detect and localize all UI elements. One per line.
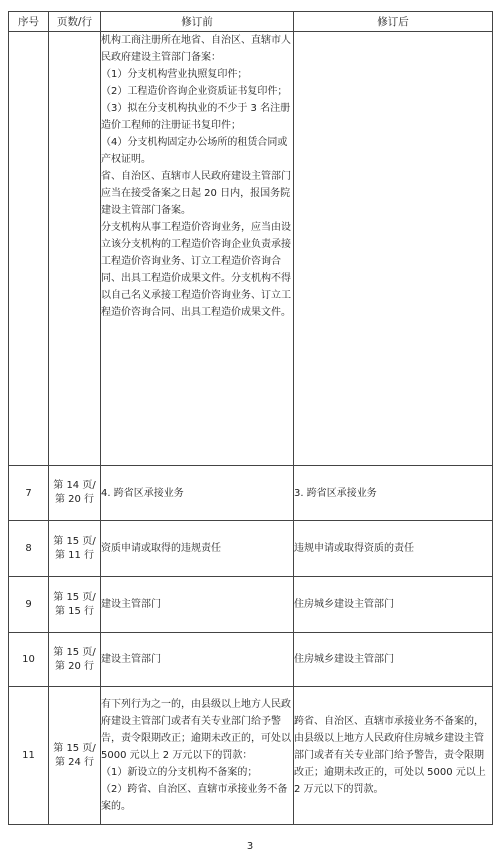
before-paragraph: 分支机构从事工程造价咨询业务，应当由设立该分支机构的工程造价咨询企业负责承接工程造价咨询业务、订立工程造价咨询合同、出具工程造价成果文件。分支机构不得以自己名义承接工程造价咨询业务、订立工程造价咨询合同、出具工程造价成果文件。 (101, 222, 291, 318)
table-row (9, 466, 493, 521)
before-paragraph: （1）分支机构营业执照复印件； (101, 69, 248, 80)
cell-no (9, 32, 49, 466)
header-page-line: 页数/行 (49, 12, 101, 32)
cell-no: 10 (9, 633, 49, 687)
cell-after: 跨省、自治区、直辖市承接业务不备案的，由县级以上地方人民政府住房城乡建设主管部门或者有关专业部门给予警告，责令限期改正；逾期未改正的，可处以 5000 元以上 2 万元以下的罚款。 (294, 687, 493, 825)
cell-after (294, 32, 493, 466)
before-paragraph: 机构工商注册所在地省、自治区、直辖市人民政府建设主管部门备案： (101, 35, 291, 63)
cell-page-line: 第 15 页/第 24 行 (49, 687, 101, 825)
table-row (9, 521, 493, 577)
cell-after: 住房城乡建设主管部门 (294, 577, 493, 633)
cell-page-line: 第 15 页/第 15 行 (49, 577, 101, 633)
cell-after: 住房城乡建设主管部门 (294, 633, 493, 687)
cell-page-line (49, 32, 101, 466)
table-row (9, 577, 493, 633)
cell-before: 建设主管部门 (101, 577, 294, 633)
before-paragraph: （2）工程造价咨询企业资质证书复印件； (101, 86, 288, 97)
revision-table (8, 11, 493, 825)
before-paragraph: 省、自治区、直辖市人民政府建设主管部门应当在接受备案之日起 20 日内，报国务院建设主管部门备案。 (101, 171, 291, 216)
cell-no: 11 (9, 687, 49, 825)
cell-no: 7 (9, 466, 49, 521)
cell-before (101, 687, 294, 825)
cell-page-line: 第 14 页/第 20 行 (49, 466, 101, 521)
header-after: 修订后 (294, 12, 493, 32)
cell-before (101, 32, 294, 466)
cell-before: 建设主管部门 (101, 633, 294, 687)
cell-after: 3. 跨省区承接业务 (294, 466, 493, 521)
before-paragraph: （3）拟在分支机构执业的不少于 3 名注册造价工程师的注册证书复印件； (101, 103, 291, 131)
cell-before: 资质申请或取得的违规责任 (101, 521, 294, 577)
table-row-continued (9, 32, 493, 466)
header-no: 序号 (9, 12, 49, 32)
before-paragraph: （1）新设立的分支机构不备案的； (101, 767, 258, 778)
cell-page-line: 第 15 页/第 11 行 (49, 521, 101, 577)
cell-no: 8 (9, 521, 49, 577)
cell-no: 9 (9, 577, 49, 633)
before-paragraph: （4）分支机构固定办公场所的租赁合同或产权证明。 (101, 137, 288, 165)
page-number: 3 (246, 841, 254, 852)
cell-before: 4. 跨省区承接业务 (101, 466, 294, 521)
table-row (9, 687, 493, 825)
cell-page-line: 第 15 页/第 20 行 (49, 633, 101, 687)
header-before: 修订前 (101, 12, 294, 32)
cell-after: 违规申请或取得资质的责任 (294, 521, 493, 577)
before-paragraph: 有下列行为之一的，由县级以上地方人民政府建设主管部门或者有关专业部门给予警告，责令限期改正；逾期未改正的，可处以 5000 元以上 2 万元以下的罚款： (101, 699, 291, 761)
table-row (9, 633, 493, 687)
before-paragraph: （2）跨省、自治区、直辖市承接业务不备案的。 (101, 784, 288, 812)
header-row (9, 12, 493, 32)
